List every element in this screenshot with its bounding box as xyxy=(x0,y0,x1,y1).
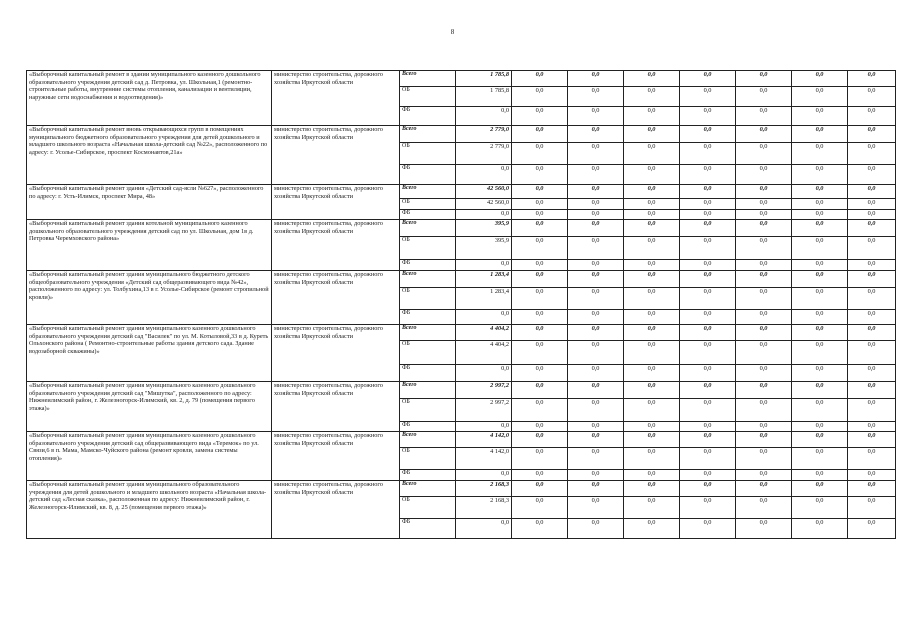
year-value-cell: 0,0 xyxy=(848,237,896,260)
year-value-cell: 0,0 xyxy=(624,71,680,87)
amount-cell: 1 283,4 xyxy=(456,271,512,288)
year-value-cell: 0,0 xyxy=(512,143,568,165)
year-value-cell: 0,0 xyxy=(680,220,736,237)
year-value-cell: 0,0 xyxy=(792,497,848,519)
year-value-cell: 0,0 xyxy=(568,399,624,422)
year-value-cell: 0,0 xyxy=(736,260,792,271)
year-value-cell: 0,0 xyxy=(848,365,896,382)
year-value-cell: 0,0 xyxy=(848,519,896,539)
year-value-cell: 0,0 xyxy=(792,310,848,325)
year-value-cell: 0,0 xyxy=(512,71,568,87)
funding-source: Всего xyxy=(400,325,456,341)
year-value-cell: 0,0 xyxy=(512,432,568,448)
executor-cell: министерство строительства, дорожного хозяйства Иркутской области xyxy=(272,271,400,325)
year-value-cell: 0,0 xyxy=(512,260,568,271)
amount-cell: 4 404,2 xyxy=(456,341,512,365)
funding-source: ОБ xyxy=(400,288,456,310)
year-value-cell: 0,0 xyxy=(680,271,736,288)
funding-source: ОБ xyxy=(400,497,456,519)
amount-cell: 2 168,3 xyxy=(456,481,512,497)
year-value-cell: 0,0 xyxy=(512,237,568,260)
year-value-cell: 0,0 xyxy=(512,519,568,539)
year-value-cell: 0,0 xyxy=(736,481,792,497)
year-value-cell: 0,0 xyxy=(680,497,736,519)
year-value-cell: 0,0 xyxy=(848,497,896,519)
year-value-cell: 0,0 xyxy=(624,288,680,310)
year-value-cell: 0,0 xyxy=(568,220,624,237)
year-value-cell: 0,0 xyxy=(848,341,896,365)
year-value-cell: 0,0 xyxy=(736,271,792,288)
year-value-cell: 0,0 xyxy=(568,210,624,220)
year-value-cell: 0,0 xyxy=(512,126,568,143)
year-value-cell: 0,0 xyxy=(736,71,792,87)
year-value-cell: 0,0 xyxy=(736,87,792,107)
year-value-cell: 0,0 xyxy=(680,432,736,448)
amount-cell: 1 283,4 xyxy=(456,288,512,310)
year-value-cell: 0,0 xyxy=(512,210,568,220)
year-value-cell: 0,0 xyxy=(792,399,848,422)
year-value-cell: 0,0 xyxy=(568,422,624,432)
year-value-cell: 0,0 xyxy=(848,432,896,448)
page-number: 8 xyxy=(450,28,455,36)
funding-source: ОБ xyxy=(400,87,456,107)
year-value-cell: 0,0 xyxy=(848,448,896,470)
funding-source: ОБ xyxy=(400,199,456,210)
amount-cell: 4 404,2 xyxy=(456,325,512,341)
year-value-cell: 0,0 xyxy=(624,382,680,399)
year-value-cell: 0,0 xyxy=(624,185,680,199)
year-value-cell: 0,0 xyxy=(792,325,848,341)
year-value-cell: 0,0 xyxy=(736,310,792,325)
year-value-cell: 0,0 xyxy=(848,210,896,220)
year-value-cell: 0,0 xyxy=(568,185,624,199)
year-value-cell: 0,0 xyxy=(848,310,896,325)
budget-table xyxy=(26,70,896,539)
year-value-cell: 0,0 xyxy=(568,481,624,497)
table-row xyxy=(27,71,896,87)
year-value-cell: 0,0 xyxy=(568,470,624,481)
year-value-cell: 0,0 xyxy=(848,185,896,199)
year-value-cell: 0,0 xyxy=(568,341,624,365)
year-value-cell: 0,0 xyxy=(736,341,792,365)
amount-cell: 4 142,0 xyxy=(456,432,512,448)
year-value-cell: 0,0 xyxy=(792,165,848,185)
object-description: «Выборочный капитальный ремонт здания котельной муниципального казенного дошкольного образовательного учреждения детский сад по ул. Школьная, дом 1в д. Петровка Черемховского района» xyxy=(27,220,272,271)
year-value-cell: 0,0 xyxy=(792,185,848,199)
year-value-cell: 0,0 xyxy=(568,237,624,260)
year-value-cell: 0,0 xyxy=(736,237,792,260)
year-value-cell: 0,0 xyxy=(512,165,568,185)
year-value-cell: 0,0 xyxy=(680,185,736,199)
year-value-cell: 0,0 xyxy=(568,365,624,382)
year-value-cell: 0,0 xyxy=(848,199,896,210)
year-value-cell: 0,0 xyxy=(680,399,736,422)
year-value-cell: 0,0 xyxy=(792,126,848,143)
funding-source: Всего xyxy=(400,432,456,448)
year-value-cell: 0,0 xyxy=(624,399,680,422)
year-value-cell: 0,0 xyxy=(736,143,792,165)
year-value-cell: 0,0 xyxy=(624,325,680,341)
year-value-cell: 0,0 xyxy=(680,341,736,365)
funding-source: ОБ xyxy=(400,399,456,422)
amount-cell: 0,0 xyxy=(456,310,512,325)
amount-cell: 0,0 xyxy=(456,470,512,481)
year-value-cell: 0,0 xyxy=(680,470,736,481)
object-description: «Выборочный капитальный ремонт вновь открывающихся групп в помещениях муниципального бюджетного образовательного учреждения для детей дошкольного и младшего школьного возраста «Начальная школа-детский сад №22», расположенного по адресу: г. Усолье-Сибирское, проспект Космонавтов,21а» xyxy=(27,126,272,185)
year-value-cell: 0,0 xyxy=(512,448,568,470)
year-value-cell: 0,0 xyxy=(680,519,736,539)
year-value-cell: 0,0 xyxy=(624,210,680,220)
year-value-cell: 0,0 xyxy=(736,365,792,382)
object-description: «Выборочный капитальный ремонт здания «Детский сад-ясли №627», расположенного по адресу: г. Усть-Илимск, проспект Мира, 48» xyxy=(27,185,272,220)
year-value-cell: 0,0 xyxy=(736,220,792,237)
year-value-cell: 0,0 xyxy=(792,71,848,87)
year-value-cell: 0,0 xyxy=(624,310,680,325)
year-value-cell: 0,0 xyxy=(736,165,792,185)
year-value-cell: 0,0 xyxy=(512,310,568,325)
amount-cell: 2 997,2 xyxy=(456,382,512,399)
year-value-cell: 0,0 xyxy=(736,497,792,519)
amount-cell: 1 785,8 xyxy=(456,71,512,87)
year-value-cell: 0,0 xyxy=(792,481,848,497)
object-description: «Выборочный капитальный ремонт здания муниципального казенного дошкольного образовательного учреждения детский сад "Мишутка", расположенного по адресу: Нижнеилимский район, г. Железногорск-Илимский, кв. 2, д. 79 (помещения первого этажа)» xyxy=(27,382,272,432)
year-value-cell: 0,0 xyxy=(848,260,896,271)
year-value-cell: 0,0 xyxy=(568,71,624,87)
year-value-cell: 0,0 xyxy=(680,107,736,126)
year-value-cell: 0,0 xyxy=(848,422,896,432)
funding-source: ФБ xyxy=(400,310,456,325)
year-value-cell: 0,0 xyxy=(848,165,896,185)
amount-cell: 2 168,3 xyxy=(456,497,512,519)
year-value-cell: 0,0 xyxy=(792,432,848,448)
year-value-cell: 0,0 xyxy=(512,271,568,288)
executor-cell: министерство строительства, дорожного хозяйства Иркутской области xyxy=(272,220,400,271)
year-value-cell: 0,0 xyxy=(568,448,624,470)
year-value-cell: 0,0 xyxy=(624,220,680,237)
year-value-cell: 0,0 xyxy=(512,399,568,422)
year-value-cell: 0,0 xyxy=(680,288,736,310)
year-value-cell: 0,0 xyxy=(736,448,792,470)
year-value-cell: 0,0 xyxy=(848,220,896,237)
amount-cell: 2 779,0 xyxy=(456,126,512,143)
amount-cell: 4 142,0 xyxy=(456,448,512,470)
year-value-cell: 0,0 xyxy=(512,341,568,365)
object-description: «Выборочный капитальный ремонт здания муниципального образовательного учреждения для детей дошкольного и младшего школьного возраста «Начальная школа-детский сад «Лесная сказка», расположенная по адресу: Нижнеилимский район, г. Железногорск-Илимский, кв. 8, д. 25 (помещения первого этажа)» xyxy=(27,481,272,539)
year-value-cell: 0,0 xyxy=(736,107,792,126)
year-value-cell: 0,0 xyxy=(792,260,848,271)
year-value-cell: 0,0 xyxy=(792,422,848,432)
year-value-cell: 0,0 xyxy=(848,143,896,165)
year-value-cell: 0,0 xyxy=(792,341,848,365)
funding-source: ФБ xyxy=(400,365,456,382)
year-value-cell: 0,0 xyxy=(568,519,624,539)
year-value-cell: 0,0 xyxy=(848,399,896,422)
year-value-cell: 0,0 xyxy=(624,143,680,165)
year-value-cell: 0,0 xyxy=(680,260,736,271)
year-value-cell: 0,0 xyxy=(792,288,848,310)
year-value-cell: 0,0 xyxy=(848,71,896,87)
year-value-cell: 0,0 xyxy=(792,199,848,210)
year-value-cell: 0,0 xyxy=(848,382,896,399)
funding-source: Всего xyxy=(400,220,456,237)
year-value-cell: 0,0 xyxy=(792,237,848,260)
year-value-cell: 0,0 xyxy=(512,87,568,107)
year-value-cell: 0,0 xyxy=(568,271,624,288)
table-row xyxy=(27,481,896,497)
funding-source: ОБ xyxy=(400,143,456,165)
year-value-cell: 0,0 xyxy=(512,107,568,126)
year-value-cell: 0,0 xyxy=(680,382,736,399)
year-value-cell: 0,0 xyxy=(736,470,792,481)
year-value-cell: 0,0 xyxy=(848,481,896,497)
year-value-cell: 0,0 xyxy=(736,382,792,399)
year-value-cell: 0,0 xyxy=(568,87,624,107)
amount-cell: 0,0 xyxy=(456,165,512,185)
amount-cell: 0,0 xyxy=(456,519,512,539)
funding-source: Всего xyxy=(400,481,456,497)
year-value-cell: 0,0 xyxy=(680,481,736,497)
year-value-cell: 0,0 xyxy=(568,382,624,399)
amount-cell: 0,0 xyxy=(456,365,512,382)
year-value-cell: 0,0 xyxy=(568,325,624,341)
year-value-cell: 0,0 xyxy=(568,126,624,143)
year-value-cell: 0,0 xyxy=(680,126,736,143)
year-value-cell: 0,0 xyxy=(792,448,848,470)
year-value-cell: 0,0 xyxy=(624,260,680,271)
table-row xyxy=(27,126,896,143)
funding-source: ФБ xyxy=(400,107,456,126)
year-value-cell: 0,0 xyxy=(512,199,568,210)
executor-cell: министерство строительства, дорожного хозяйства Иркутской области xyxy=(272,185,400,220)
year-value-cell: 0,0 xyxy=(680,199,736,210)
year-value-cell: 0,0 xyxy=(736,399,792,422)
year-value-cell: 0,0 xyxy=(736,422,792,432)
year-value-cell: 0,0 xyxy=(848,470,896,481)
year-value-cell: 0,0 xyxy=(848,107,896,126)
year-value-cell: 0,0 xyxy=(736,210,792,220)
funding-source: ФБ xyxy=(400,470,456,481)
year-value-cell: 0,0 xyxy=(624,271,680,288)
year-value-cell: 0,0 xyxy=(848,288,896,310)
year-value-cell: 0,0 xyxy=(680,165,736,185)
year-value-cell: 0,0 xyxy=(736,519,792,539)
year-value-cell: 0,0 xyxy=(624,470,680,481)
amount-cell: 2 779,0 xyxy=(456,143,512,165)
funding-source: ФБ xyxy=(400,260,456,271)
executor-cell: министерство строительства, дорожного хозяйства Иркутской области xyxy=(272,481,400,539)
year-value-cell: 0,0 xyxy=(736,185,792,199)
year-value-cell: 0,0 xyxy=(680,365,736,382)
funding-source: ФБ xyxy=(400,210,456,220)
table-row xyxy=(27,271,896,288)
year-value-cell: 0,0 xyxy=(624,199,680,210)
year-value-cell: 0,0 xyxy=(736,126,792,143)
year-value-cell: 0,0 xyxy=(512,185,568,199)
year-value-cell: 0,0 xyxy=(680,87,736,107)
object-description: «Выборочный капитальный ремонт здания муниципального казенного дошкольного образовательного учреждения детский сад общеразвивающего вида «Теремок» по ул. Связи,6 в п. Мама, Мамско-Чуйского района (ремонт кровли, замена системы отопления)» xyxy=(27,432,272,481)
year-value-cell: 0,0 xyxy=(792,365,848,382)
year-value-cell: 0,0 xyxy=(680,237,736,260)
year-value-cell: 0,0 xyxy=(736,432,792,448)
funding-source: Всего xyxy=(400,71,456,87)
year-value-cell: 0,0 xyxy=(512,470,568,481)
year-value-cell: 0,0 xyxy=(792,519,848,539)
year-value-cell: 0,0 xyxy=(680,448,736,470)
year-value-cell: 0,0 xyxy=(680,210,736,220)
year-value-cell: 0,0 xyxy=(512,382,568,399)
year-value-cell: 0,0 xyxy=(624,497,680,519)
year-value-cell: 0,0 xyxy=(792,210,848,220)
funding-source: ФБ xyxy=(400,422,456,432)
table-row xyxy=(27,220,896,237)
object-description: «Выборочный капитальный ремонт в здании муниципального казенного дошкольного образовательного учреждения детский сад д. Петровка, ул. Школьная,1 (ремонтно-строительные работы, внутренние системы отопления, канализации и вентиляции, наружные сети водоснабжения и водоотведения)» xyxy=(27,71,272,126)
amount-cell: 0,0 xyxy=(456,260,512,271)
year-value-cell: 0,0 xyxy=(624,87,680,107)
year-value-cell: 0,0 xyxy=(624,107,680,126)
amount-cell: 0,0 xyxy=(456,210,512,220)
year-value-cell: 0,0 xyxy=(624,341,680,365)
amount-cell: 395,9 xyxy=(456,220,512,237)
year-value-cell: 0,0 xyxy=(512,365,568,382)
amount-cell: 42 560,0 xyxy=(456,185,512,199)
funding-source: Всего xyxy=(400,271,456,288)
executor-cell: министерство строительства, дорожного хозяйства Иркутской области xyxy=(272,432,400,481)
amount-cell: 0,0 xyxy=(456,107,512,126)
year-value-cell: 0,0 xyxy=(792,470,848,481)
year-value-cell: 0,0 xyxy=(680,422,736,432)
table-row xyxy=(27,325,896,341)
year-value-cell: 0,0 xyxy=(680,71,736,87)
year-value-cell: 0,0 xyxy=(680,143,736,165)
year-value-cell: 0,0 xyxy=(624,422,680,432)
year-value-cell: 0,0 xyxy=(512,288,568,310)
year-value-cell: 0,0 xyxy=(792,382,848,399)
year-value-cell: 0,0 xyxy=(568,310,624,325)
funding-source: ФБ xyxy=(400,519,456,539)
executor-cell: министерство строительства, дорожного хозяйства Иркутской области xyxy=(272,382,400,432)
object-description: «Выборочный капитальный ремонт здания муниципального казенного дошкольного образовательного учреждения детский сад "Василек" по ул. М. Котыловой,33 в д. Куреть Ольхонского района ( Ремонтно-строительные работы здания детского сада. Здание водозаборной скважины)» xyxy=(27,325,272,382)
executor-cell: министерство строительства, дорожного хозяйства Иркутской области xyxy=(272,126,400,185)
funding-source: ОБ xyxy=(400,237,456,260)
table-row xyxy=(27,432,896,448)
funding-source: Всего xyxy=(400,185,456,199)
year-value-cell: 0,0 xyxy=(736,288,792,310)
funding-source: ОБ xyxy=(400,448,456,470)
year-value-cell: 0,0 xyxy=(792,143,848,165)
object-description: «Выборочный капитальный ремонт здания муниципального бюджетного детского общеобразовательного учреждения «Детский сад общеразвивающего вида №42», расположенного по адресу: ул. Толбухина,13 в г. Усолье-Сибирское (ремонт стропильной кровли)» xyxy=(27,271,272,325)
year-value-cell: 0,0 xyxy=(512,325,568,341)
year-value-cell: 0,0 xyxy=(568,165,624,185)
year-value-cell: 0,0 xyxy=(512,422,568,432)
funding-source: Всего xyxy=(400,126,456,143)
year-value-cell: 0,0 xyxy=(624,432,680,448)
year-value-cell: 0,0 xyxy=(568,260,624,271)
amount-cell: 395,9 xyxy=(456,237,512,260)
year-value-cell: 0,0 xyxy=(680,310,736,325)
funding-source: ФБ xyxy=(400,165,456,185)
table-row xyxy=(27,185,896,199)
year-value-cell: 0,0 xyxy=(792,220,848,237)
year-value-cell: 0,0 xyxy=(848,271,896,288)
year-value-cell: 0,0 xyxy=(624,165,680,185)
year-value-cell: 0,0 xyxy=(680,325,736,341)
table-row xyxy=(27,382,896,399)
year-value-cell: 0,0 xyxy=(848,325,896,341)
year-value-cell: 0,0 xyxy=(624,365,680,382)
year-value-cell: 0,0 xyxy=(792,87,848,107)
year-value-cell: 0,0 xyxy=(792,107,848,126)
year-value-cell: 0,0 xyxy=(736,325,792,341)
year-value-cell: 0,0 xyxy=(624,481,680,497)
year-value-cell: 0,0 xyxy=(848,87,896,107)
amount-cell: 1 785,8 xyxy=(456,87,512,107)
year-value-cell: 0,0 xyxy=(792,271,848,288)
amount-cell: 0,0 xyxy=(456,422,512,432)
year-value-cell: 0,0 xyxy=(568,288,624,310)
year-value-cell: 0,0 xyxy=(568,143,624,165)
year-value-cell: 0,0 xyxy=(568,432,624,448)
year-value-cell: 0,0 xyxy=(512,220,568,237)
year-value-cell: 0,0 xyxy=(624,448,680,470)
year-value-cell: 0,0 xyxy=(624,237,680,260)
executor-cell: министерство строительства, дорожного хозяйства Иркутской области xyxy=(272,325,400,382)
funding-source: ОБ xyxy=(400,341,456,365)
year-value-cell: 0,0 xyxy=(512,481,568,497)
amount-cell: 42 560,0 xyxy=(456,199,512,210)
year-value-cell: 0,0 xyxy=(568,199,624,210)
year-value-cell: 0,0 xyxy=(736,199,792,210)
executor-cell: министерство строительства, дорожного хозяйства Иркутской области xyxy=(272,71,400,126)
year-value-cell: 0,0 xyxy=(624,519,680,539)
year-value-cell: 0,0 xyxy=(624,126,680,143)
year-value-cell: 0,0 xyxy=(512,497,568,519)
funding-source: Всего xyxy=(400,382,456,399)
year-value-cell: 0,0 xyxy=(848,126,896,143)
year-value-cell: 0,0 xyxy=(568,107,624,126)
year-value-cell: 0,0 xyxy=(568,497,624,519)
amount-cell: 2 997,2 xyxy=(456,399,512,422)
budget-table-body xyxy=(27,71,896,539)
